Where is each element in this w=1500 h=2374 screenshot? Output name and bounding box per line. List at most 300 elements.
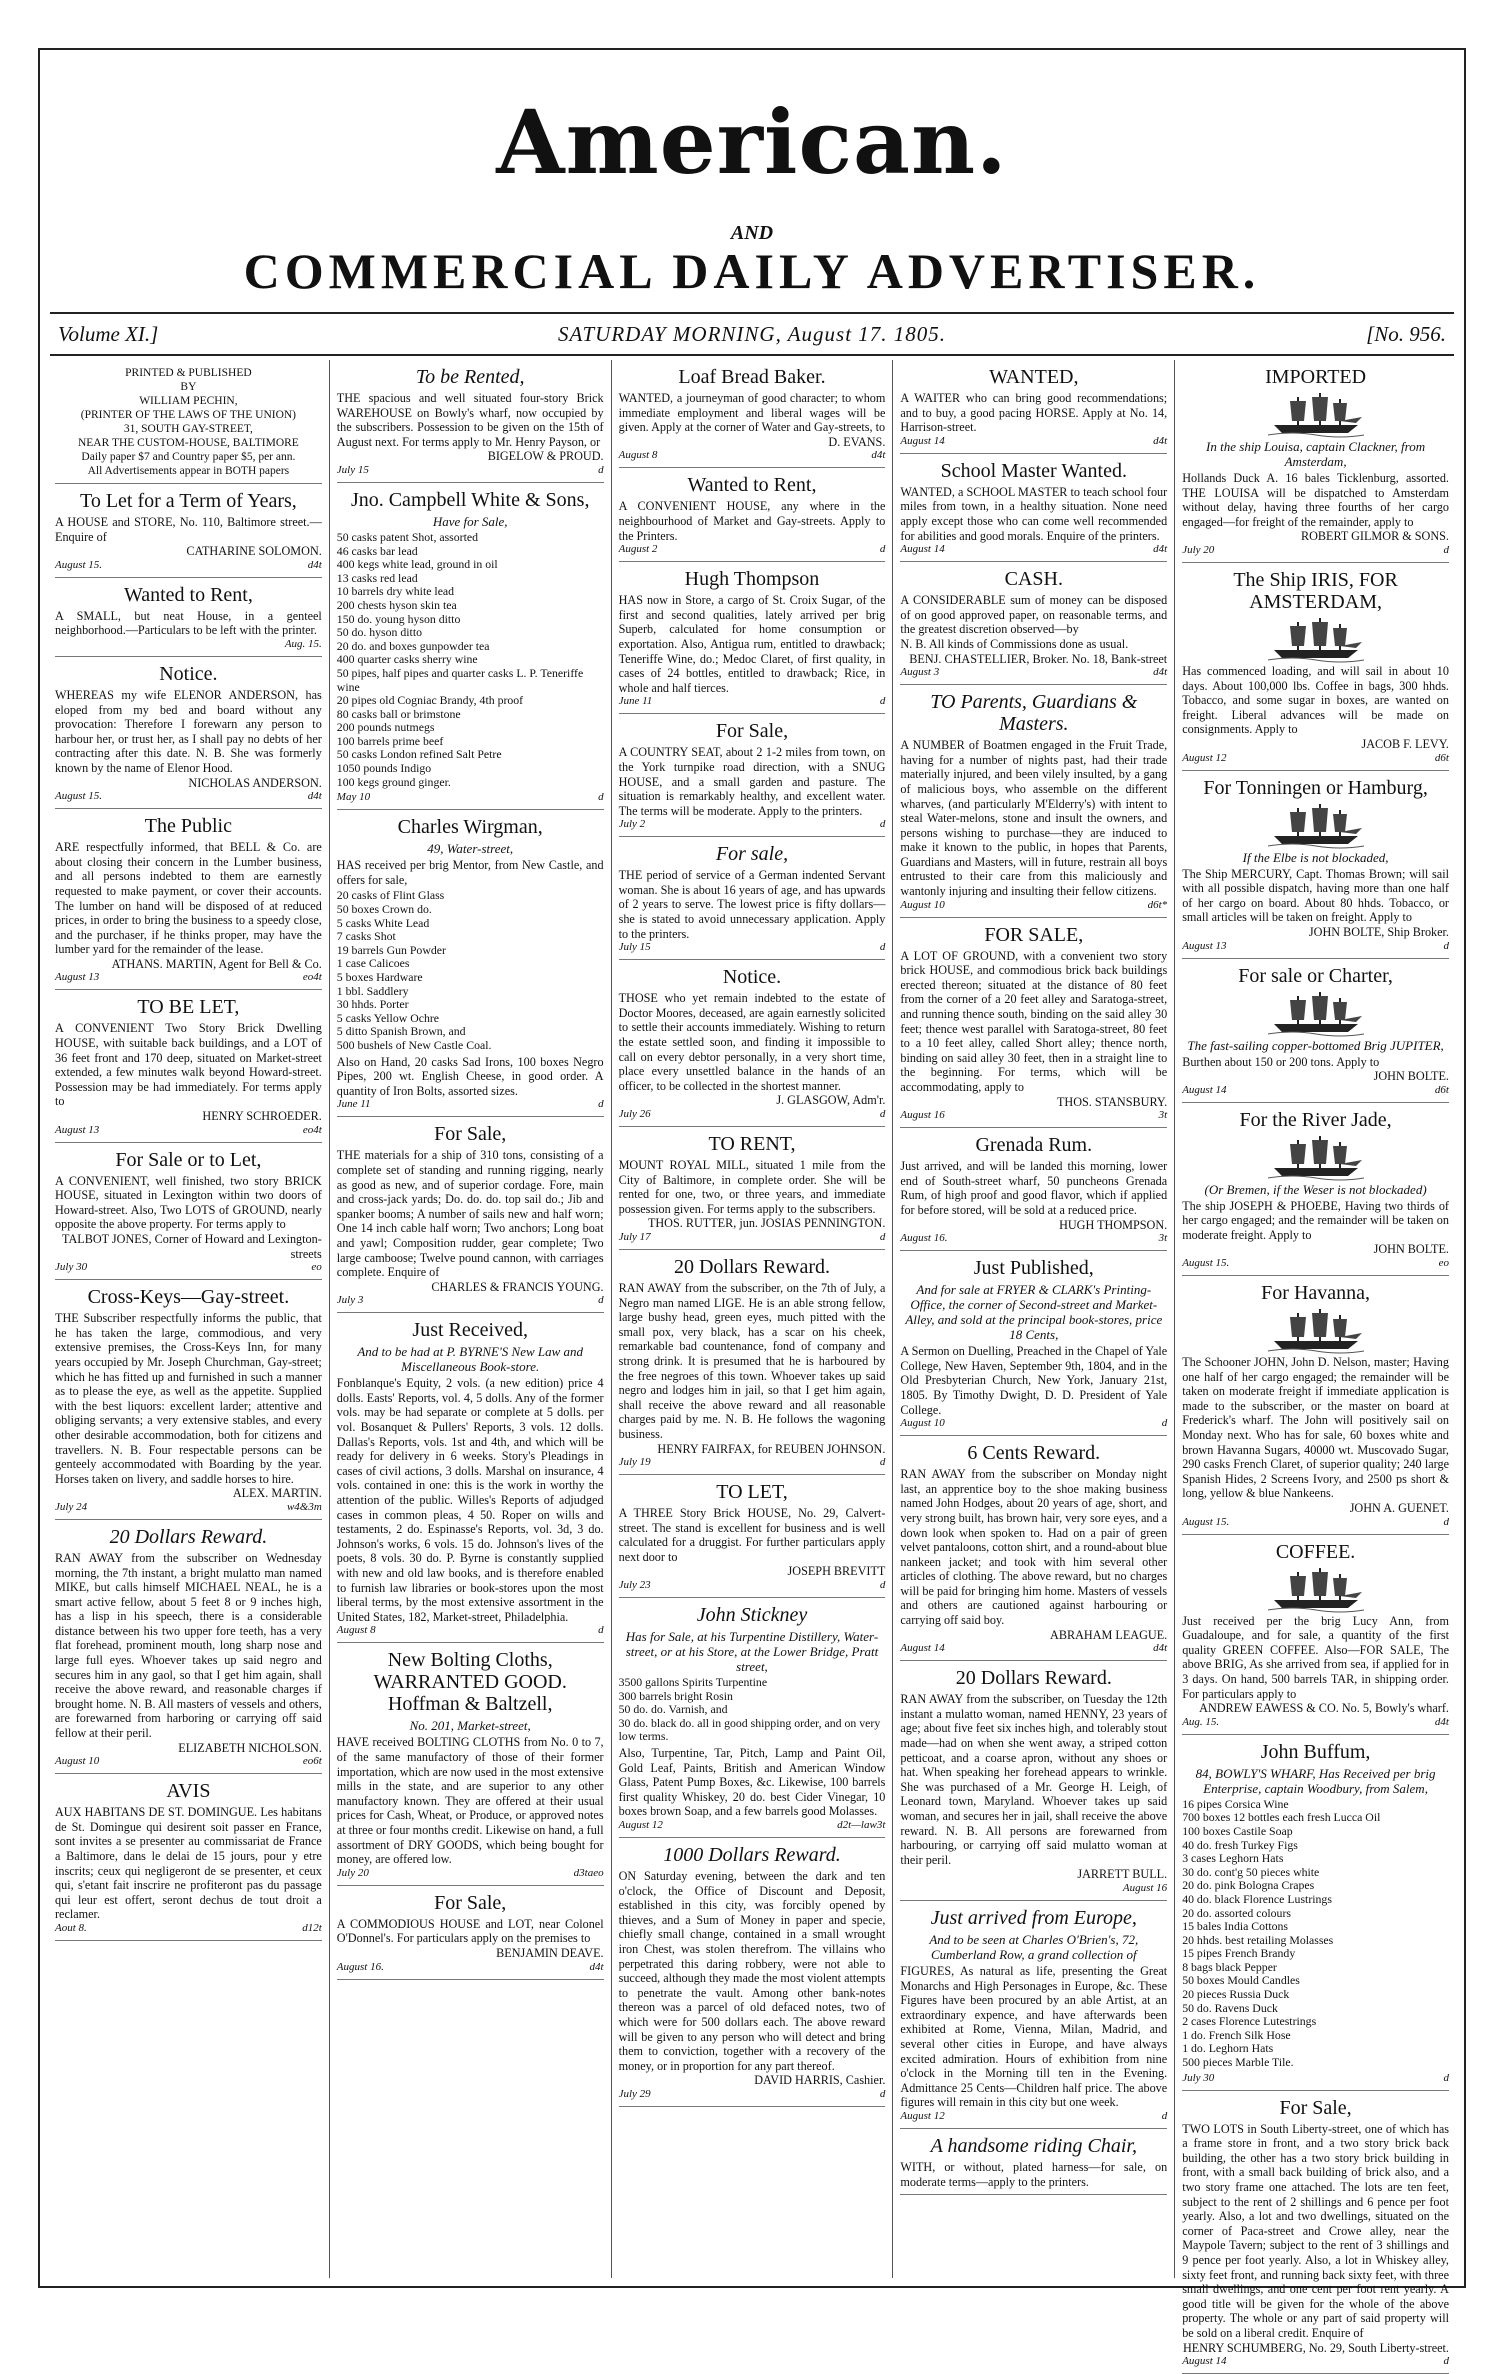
ad-body: Hollands Duck A. 16 bales Ticklenburg, assorted. THE LOUISA will be dispatched to Amsterdam without delay, having three fourths of her cargo engaged—for freight of the remainder, apply to <box>1182 471 1449 529</box>
advertisement <box>1182 959 1449 1103</box>
ad-date: August 14 <box>900 1642 945 1655</box>
ad-list-item: 100 boxes Castile Soap <box>1182 1823 1293 1838</box>
ad-signature: THOS. STANSBURY. <box>1056 1094 1168 1109</box>
ad-date: June 11 <box>618 695 653 708</box>
ad-list-item: 150 do. young hyson ditto <box>336 611 461 626</box>
ad-body: A COMMODIOUS HOUSE and LOT, near Colonel O'Donnel's. For particulars apply on the premises to <box>336 1916 604 1946</box>
ad-code: d <box>598 463 604 476</box>
column-1 <box>48 360 330 2278</box>
ad-list-item: 30 do. black do. all in good shipping order, and on very low terms. <box>618 1715 881 1744</box>
ad-heading: WANTED, <box>989 366 1079 388</box>
column-4 <box>893 360 1175 2278</box>
ad-body: THE materials for a ship of 310 tons, consisting of a complete set of standing and running rigging, nearly as good as new, and of superior cordage. Fore, main and cross-jack yards; Do. do. do. top sail do.; Jib and spanker booms; A number of sails new and half worn; One 14 inch cable half worn; Two anchors; Long boat and yawl; Composition rudder, gear complete; Two large camboose; Twelve pound cannon, with carriages complete. Enquire of <box>336 1148 604 1280</box>
ad-code: d <box>1161 2109 1168 2122</box>
ad-code: d4t <box>1153 543 1168 556</box>
ad-signature: J. GLASGOW, Adm'r. <box>776 1093 886 1108</box>
ad-code: d <box>1443 939 1449 952</box>
ad-list-item: 50 casks patent Shot, assorted <box>336 529 479 544</box>
ad-code: Aug. 15. <box>284 637 322 650</box>
ad-footer <box>55 1501 322 1514</box>
ad-date: July 20 <box>336 1866 369 1879</box>
ad-code: d4t <box>871 449 886 462</box>
ad-code: d <box>879 1579 886 1592</box>
ad-code: d <box>1443 1515 1449 1528</box>
ad-code: August 16 <box>1122 1881 1168 1894</box>
ad-list-item: 20 hhds. best retailing Molasses <box>1182 1932 1334 1947</box>
ad-footer <box>619 449 886 462</box>
ship-icon <box>1268 990 1364 1036</box>
ad-list-item: 80 casks ball or brimstone <box>336 706 461 721</box>
advertisement <box>1182 771 1449 959</box>
imprint-line: NEAR THE CUSTOM-HOUSE, BALTIMORE <box>77 437 299 449</box>
ad-footer <box>337 464 604 477</box>
ad-body: Just arrived, and will be landed this morning, lower end of South-street wharf, 50 puncheons Grenada Rum, of high proof and good flavor, which if applied for before stored, will be sold at a reduced price. <box>900 1159 1168 1217</box>
ad-list-item: 20 do. assorted colours <box>1182 1905 1291 1920</box>
advertisement <box>337 1117 604 1313</box>
ad-code: d <box>1161 1417 1168 1430</box>
ad-footer <box>619 543 886 556</box>
ad-signature: DAVID HARRIS, Cashier. <box>754 2073 886 2088</box>
ad-heading: Just Received, <box>412 1319 528 1342</box>
ad-signature: D. EVANS. <box>828 434 886 449</box>
ad-date: July 23 <box>618 1579 651 1592</box>
ad-signature: ALEX. MARTIN. <box>232 1486 322 1501</box>
advertisement <box>55 657 322 809</box>
ad-footer <box>337 1294 604 1307</box>
ad-date: July 24 <box>55 1500 88 1513</box>
ad-list-item: 20 casks of Flint Glass <box>336 888 445 903</box>
ad-footer <box>337 1624 604 1637</box>
ad-date: August 15. <box>1182 1257 1230 1270</box>
ad-footer <box>1182 1084 1449 1097</box>
ad-list-item: 10 barrels dry white lead <box>336 584 455 599</box>
ad-code: 3t <box>1158 1109 1168 1122</box>
advertisement <box>55 1280 322 1520</box>
ship-icon <box>1268 1307 1364 1353</box>
ad-footer <box>619 695 886 708</box>
ad-body: THE spacious and well situated four-story Brick WAREHOUSE on Bowly's wharf, now occupied by the subscribers. Possession to be given on the 15th of August next. For terms apply to Mr. Henry Payson, or <box>336 391 604 449</box>
ad-signature: JARRETT BULL. <box>1077 1867 1168 1882</box>
ad-footer <box>1182 752 1449 765</box>
ad-code: d2t—law3t <box>837 1819 886 1831</box>
ad-date: August 15. <box>1182 1515 1230 1528</box>
advertisement <box>900 454 1167 562</box>
ad-code: d <box>598 1294 604 1307</box>
ad-footer <box>900 1109 1167 1122</box>
ad-heading: Just Published, <box>973 1257 1094 1280</box>
issue-number: [No. 956. <box>1366 322 1446 346</box>
ad-list-item: 3500 gallons Spirits Turpentine <box>618 1675 768 1690</box>
ad-footer <box>619 1231 886 1244</box>
advertisement <box>900 1436 1167 1661</box>
ad-heading: John Stickney <box>696 1604 808 1627</box>
ad-list-item: 13 casks red lead <box>336 570 418 585</box>
advertisement <box>55 1143 322 1281</box>
ad-body: HAS received per brig Mentor, from New Castle, and offers for sale, <box>336 858 604 887</box>
ad-date: July 3 <box>336 1294 364 1307</box>
advertisement <box>619 468 886 562</box>
ad-list-item: 15 pipes French Brandy <box>1182 1946 1296 1961</box>
ad-heading: IMPORTED <box>1265 366 1367 388</box>
ad-heading: Grenada Rum. <box>975 1134 1093 1157</box>
ad-date: July 30 <box>1182 2071 1215 2084</box>
advertisement <box>337 1643 604 1885</box>
ad-signature: ATHANS. MARTIN, Agent for Bell & Co. <box>111 956 322 971</box>
advertisement <box>1182 1735 1449 2091</box>
ad-footer <box>619 1819 886 1832</box>
ad-date: August 16. <box>900 1232 948 1245</box>
ad-heading: A handsome riding Chair, <box>930 2134 1137 2157</box>
ad-heading: For Sale, <box>434 1891 507 1914</box>
ad-list-item: 40 do. black Florence Lustrings <box>1182 1891 1332 1906</box>
ad-subheading: No. 201, Market-street, <box>409 1718 531 1734</box>
ad-date: August 12 <box>900 2109 945 2122</box>
ad-heading: For Havanna, <box>1261 1282 1371 1305</box>
advertisement <box>1182 1535 1449 1735</box>
ad-subheading: 84, BOWLY'S WHARF, Has Received per brig Enterprise, captain Woodbury, from Salem, <box>1195 1765 1436 1796</box>
ad-list-item: 5 ditto Spanish Brown, and <box>336 1024 466 1039</box>
ad-signature: ANDREW EAWESS & CO. No. 5, Bowly's wharf. <box>1199 1701 1449 1716</box>
ad-signature: JOHN BOLTE. <box>1373 1069 1449 1084</box>
ad-footer <box>1182 1516 1449 1529</box>
ad-list-item: 30 hhds. Porter <box>336 997 409 1012</box>
ad-heading: Loaf Bread Baker. <box>678 366 826 388</box>
ad-signature: NICHOLAS ANDERSON. <box>188 775 322 790</box>
volume-number: Volume XI.] <box>58 322 159 346</box>
ad-footer <box>1182 1716 1449 1729</box>
ad-code: d <box>1443 2071 1449 2084</box>
ad-footer <box>55 1124 322 1137</box>
ship-icon <box>1268 802 1364 848</box>
ad-body-extra: N. B. All kinds of Commissions done as usual. <box>900 636 1129 651</box>
ad-code: d4t <box>1153 1642 1168 1655</box>
ad-body: A COUNTRY SEAT, about 2 1-2 miles from town, on the York turnpike road direction, with a SNUG HOUSE, and a small garden and pasture. The situation is remarkably healthy, and excellent water. The terms will be moderate. Apply to the printers. <box>618 745 886 818</box>
ad-heading: New Bolting Cloths, WARRANTED GOOD. Hoffman & Baltzell, <box>373 1649 567 1716</box>
ad-signature: HENRY SCHUMBERG, No. 29, South Liberty-street. <box>1183 2340 1449 2355</box>
ad-body: WITH, or without, plated harness—for sale, on moderate terms—apply to the printers. <box>900 2159 1168 2189</box>
ad-heading: John Buffum, <box>1260 1740 1371 1763</box>
advertisement <box>619 1475 886 1598</box>
ad-heading: For sale or Charter, <box>1238 964 1393 987</box>
ad-list-item: 2 cases Florence Lutestrings <box>1182 2014 1317 2029</box>
ad-list-item: 20 pieces Russia Duck <box>1182 1987 1290 2002</box>
ad-code: d4t <box>307 558 322 571</box>
imprint-line: Daily paper $7 and Country paper $5, per ann. <box>81 451 296 463</box>
ad-heading: 20 Dollars Reward. <box>109 1525 268 1548</box>
ad-date: August 13 <box>55 1123 100 1136</box>
ad-body: A CONSIDERABLE sum of money can be disposed of on good approved paper, on reasonable terms, and the greatest discretion observed—by <box>900 593 1168 637</box>
ad-code: d <box>598 791 604 804</box>
ad-date: August 3 <box>900 666 940 679</box>
ad-footer <box>900 666 1167 679</box>
ad-code: d <box>879 818 886 831</box>
ad-date: August 14 <box>900 543 945 556</box>
ad-date: August 14 <box>1182 1083 1227 1096</box>
ad-date: August 15. <box>55 790 103 803</box>
ad-body: A WAITER who can bring good recommendations; and to buy, a good pacing HORSE. Apply at No. 14, Harrison-street. <box>900 391 1168 435</box>
ad-list-item: 300 barrels bright Rosin <box>618 1688 733 1703</box>
ad-date: August 10 <box>900 898 945 911</box>
ad-footer <box>900 899 1167 912</box>
ad-date: July 20 <box>1182 543 1215 556</box>
advertisement <box>900 562 1167 685</box>
ad-item-list <box>1182 1798 1449 2070</box>
ad-subheading: And to be seen at Charles O'Brien's, 72, Cumberland Row, a grand collection of <box>929 1931 1139 1962</box>
ad-heading: Wanted to Rent, <box>123 583 253 606</box>
ship-illustration <box>1182 391 1449 437</box>
ad-code: d <box>879 1456 886 1469</box>
ad-list-item: 5 boxes Hardware <box>336 970 423 984</box>
ad-date: August 15. <box>55 558 103 571</box>
ad-list-item: 50 do. Ravens Duck <box>1182 2000 1278 2015</box>
ad-body: A CONVENIENT, well finished, two story BRICK HOUSE, situated in Lexington within two doors of Howard-street. Also, Two LOTS of GROUND, nearly opposite the above property. For terms apply to <box>55 1173 322 1232</box>
ad-list-item: 5 casks Yellow Ochre <box>336 1010 440 1025</box>
ad-body: Just received per the brig Lucy Ann, from Guadaloupe, and for sale, a quantity of the first quality GREEN COFFEE. Also—FOR SALE, The above BRIG, As she arrived from sea, if applied for in 3 days. On hand, 500 barrels TAR, in shipping order. For particulars apply to <box>1182 1613 1449 1701</box>
ad-list-item: 50 do. do. Varnish, and <box>618 1702 728 1717</box>
advertisement <box>900 1901 1167 2129</box>
advertisement <box>55 1520 322 1774</box>
ad-body: ON Saturday evening, between the dark and ten o'clock, the Office of Discount and Deposit, established in this city, was forcibly opened by thieves, and a Sum of Money in paper and specie, chiefly small change, contained in a small wrought iron Chest, was stolen therefrom. The villains who perpetrated this daring robbery, were not able to succeed, although they made the most violent attempts to penetrate the vault. Among other bank-notes thereon was a parcel of old defaced notes, two of which were for 500 dollars each. The above reward will be given to any person who will detect and bring them to conviction, together with a recovery of the money, or in proportion for any part thereof. <box>618 1869 886 2073</box>
ad-code: d6t <box>1434 1083 1449 1096</box>
ad-code: d6t <box>1434 751 1449 764</box>
ad-date: July 17 <box>618 1230 651 1243</box>
ad-heading: TO BE LET, <box>137 996 240 1019</box>
ad-heading: 20 Dollars Reward. <box>673 1255 831 1278</box>
ad-signature: ELIZABETH NICHOLSON. <box>178 1740 322 1755</box>
ad-signature: BIGELOW & PROUD. <box>487 449 604 464</box>
ad-footer <box>337 1961 604 1974</box>
ad-code: eo <box>311 1261 322 1274</box>
ad-footer <box>900 1417 1167 1430</box>
advertisement <box>1182 563 1449 771</box>
ad-list-item: 100 kegs ground ginger. <box>336 774 451 789</box>
ad-date: Aout 8. <box>55 1921 87 1934</box>
ad-list-item: 16 pipes Corsica Wine <box>1182 1796 1289 1811</box>
ad-heading: FOR SALE, <box>984 923 1084 946</box>
ship-icon <box>1268 1134 1364 1180</box>
ad-date: August 8 <box>336 1624 376 1637</box>
ad-code: eo6t <box>302 1755 322 1768</box>
advertisement <box>55 484 322 578</box>
ad-body: THE Subscriber respectfully informs the public, that he has taken the large, commodious, and very extensive premises, the Cross-Keys Inn, for many years occupied by Mr. Joseph Churchman, Gay-street; which he has fitted up and furnished in such a manner as to please the eye, as well as the appetite. Supplied with the best liquors: excellent larder; attentive and obliging servants; a very extensive stables, and every other desirable accommodation, both for citizens and travellers. N. B. Four respectable persons can be genteely accommodated with Boarding by the year. Horses taken on livery, and saddle horses to hire. <box>55 1311 322 1486</box>
ad-list-item: 500 bushels of New Castle Coal. <box>336 1037 492 1052</box>
ad-list-item: 1 do. Leghorn Hats <box>1182 2041 1274 2056</box>
advertisement <box>55 1774 322 1941</box>
ad-footer <box>55 790 322 803</box>
ad-subheading: (Or Bremen, if the Weser is not blockaded) <box>1204 1181 1427 1197</box>
column-2 <box>330 360 612 2278</box>
ad-body: HAS now in Store, a cargo of St. Croix Sugar, of the first and second qualities, lately arrived per brig Superb, calculated for home consumption or exportation. Also, Antigua rum, entitled to drawback; Teneriffe Wine, do.; Medoc Claret, of first quality, in cases of 24 bottles, entitled to drawback; Rice, in whole and half tierces. <box>618 593 886 695</box>
ad-body: ARE respectfully informed, that BELL & Co. are about closing their concern in the Lumber business, and all persons indebted to them are earnestly requested to make payment, or cover their accounts. The lumber on hand will be disposed of at reduced prices, in order to bring the business to a speedy close, and the purchaser, if he thinks proper, may have the lumber yard for the remainder of the lease. <box>55 840 322 957</box>
ad-body: The ship JOSEPH & PHOEBE, Having two thirds of her cargo engaged; and the remainder will be taken on moderate freight. Apply to <box>1182 1198 1449 1242</box>
ad-footer <box>900 1642 1167 1655</box>
ad-body: Burthen about 150 or 200 tons. Apply to <box>1182 1054 1380 1069</box>
advertisement <box>55 990 322 1142</box>
ad-footer <box>619 1456 886 1469</box>
ad-heading: Cross-Keys—Gay-street. <box>87 1286 290 1309</box>
imprint <box>55 360 322 484</box>
ad-body: WANTED, a SCHOOL MASTER to teach school four miles from town, in a healthy situation. None need apply except those who can come well recommended for abilities and good morals. Enquire of the printers. <box>900 484 1168 543</box>
ad-footer <box>1182 940 1449 953</box>
ad-subheading: In the ship Louisa, captain Clackner, from Amsterdam, <box>1206 439 1426 469</box>
advertisement <box>55 578 322 657</box>
ad-footer <box>55 1922 322 1935</box>
imprint-line: (PRINTER OF THE LAWS OF THE UNION) <box>80 409 297 421</box>
ad-date: July 26 <box>618 1108 651 1120</box>
ad-body: A HOUSE and STORE, No. 110, Baltimore street.—Enquire of <box>55 515 322 544</box>
ad-code: d4t <box>1434 1715 1449 1728</box>
ad-footer <box>619 1579 886 1592</box>
imprint-line: All Advertisements appear in BOTH papers <box>87 465 290 477</box>
advertisement <box>337 1313 604 1643</box>
ad-heading: School Master Wanted. <box>940 459 1127 482</box>
ad-list-item: 400 quarter casks sherry wine <box>336 652 478 667</box>
advertisement <box>55 809 322 990</box>
ad-footer <box>619 1108 886 1121</box>
ad-footer <box>1182 544 1449 557</box>
ad-code: d12t <box>302 1921 322 1934</box>
advertisement <box>1182 2091 1449 2374</box>
ad-subheading: Have for Sale, <box>432 513 508 529</box>
ad-heading: TO RENT, <box>708 1133 796 1155</box>
ad-heading: 20 Dollars Reward. <box>955 1667 1112 1690</box>
ad-date: July 15 <box>618 941 651 954</box>
ad-heading: Wanted to Rent, <box>687 474 817 497</box>
advertisement <box>337 360 604 483</box>
ad-date: July 30 <box>55 1261 88 1274</box>
masthead-and: AND <box>730 222 774 244</box>
ad-heading: To be Rented, <box>415 366 525 388</box>
ad-subheading: The fast-sailing copper-bottomed Brig JUPITER, <box>1187 1037 1444 1053</box>
ad-date: July 2 <box>618 818 646 831</box>
ad-signature: JOHN BOLTE, Ship Broker. <box>1308 924 1449 939</box>
ad-list-item: 30 do. cont'g 50 pieces white <box>1182 1864 1320 1879</box>
advertisement <box>900 2129 1167 2195</box>
ad-body: The Ship MERCURY, Capt. Thomas Brown; will sail with all possible dispatch, having more than one half of her cargo on board. About 80 hhds. Tobacco, or small articles will be taken on freight. Apply to <box>1182 866 1449 925</box>
ad-heading: TO LET, <box>716 1481 788 1504</box>
ad-code: eo4t <box>302 971 322 984</box>
ad-body: AUX HABITANS DE ST. DOMINGUE. Les habitans de St. Domingue qui desirent soit passer en France, sont invites a se presenter au commissariat de France a Baltimore, dans le delai de 15 jours, pour y etre inscrits; ceux qui negligeront de se presenter, et ceux qui, s'etant fait inscrire ne profiteront pas du passage qui leur est offert, seront dechus de tout droit a reclamer. <box>55 1805 322 1922</box>
advertisement <box>619 837 886 960</box>
ad-code: d <box>598 1624 604 1637</box>
advertisement <box>900 1128 1167 1251</box>
ad-signature: BENJAMIN DEAVE. <box>496 1945 604 1960</box>
ad-date: July 19 <box>618 1456 651 1469</box>
ad-date: May 10 <box>336 791 371 804</box>
imprint-line: WILLIAM PECHIN, <box>139 395 238 407</box>
ad-body: FIGURES, As natural as life, presenting the Great Monarchs and High Personages in Europe, &c. These Figures have been procured by an able Artist, at an extraordinary expence, and have afterwards been exhibited at Rome, Vienna, Milan, Madrid, and several other cities in Europe, and have always excited admiration. Hours of exhibition from nine o'clock in the Morning till ten in the Evening. Admittance 25 Cents—Children half price. The above figures will remain in this city but one week. <box>900 1963 1168 2110</box>
ad-heading: The Ship IRIS, FOR AMSTERDAM, <box>1233 568 1398 613</box>
dateline <box>58 316 1446 352</box>
column-3 <box>612 360 894 2278</box>
ad-code: d4t <box>589 1960 604 1973</box>
ad-date: August 12 <box>1182 751 1227 764</box>
ad-subheading: And for sale at FRYER & CLARK's Printing-Office, the corner of Second-street and Market-Alley, and sold at the principal book-stores, price 18 Cents, <box>905 1282 1163 1343</box>
advertisement <box>900 1251 1167 1436</box>
advertisement <box>619 1127 886 1250</box>
ad-heading: COFFEE. <box>1275 1540 1356 1563</box>
advertisement <box>337 483 604 810</box>
ad-list-item: 200 chests hyson skin tea <box>336 597 457 612</box>
advertisement <box>337 810 604 1117</box>
advertisement <box>619 1598 886 1838</box>
advertisement <box>1182 1103 1449 1276</box>
ad-footer <box>900 435 1167 448</box>
ad-heading: AVIS <box>166 1780 211 1803</box>
ad-footer <box>900 1232 1167 1245</box>
ad-body: WANTED, a journeyman of good character; to whom immediate employment and liberal wages will be given. Apply at the corner of Water and Gay-streets, to <box>618 391 886 435</box>
ad-body: A NUMBER of Boatmen engaged in the Fruit Trade, having for a number of nights past, had their trade materially injured, and been vilely insulted, by a gang of malicious boys, who assemble on the different wharves, (and particularly M'Elderry's) with intent to steal Water-melons, stone and insult the owners, and persons wishing to purchase—they are induced to make it known to the public, in hopes that Parents, Guardians and Masters, will in future, restrain all boys entrusted to their care from this maliciously and wantonly injuring and insulting their fellow citizens. <box>900 738 1168 899</box>
ad-body: RAN AWAY from the subscriber, on Tuesday the 12th instant a mulatto woman, named HENNY, 23 years of age; about five feet six inches high, and tolerably stout made—had on when she went away, a striped cotton petticoat, and a coarse apron, without any shoes or hat. When speaking her forehead appears to wrinkle. She was purchased of a Mr. George H. Leigh, of Leonard town, Maryland. Whoever takes up said woman, and secures her in jail, shall receive the above reward. N. B. All persons are forewarned from harbouring, or carrying off said mulatto woman at their peril. <box>900 1692 1168 1867</box>
advertisement <box>900 1661 1167 1901</box>
ad-signature: JACOB F. LEVY. <box>1361 736 1449 751</box>
ad-heading: Notice. <box>159 662 218 685</box>
ad-signature: BENJ. CHASTELLIER, Broker. No. 18, Bank-street <box>909 651 1168 666</box>
ship-illustration <box>1182 1134 1449 1180</box>
ad-heading: To Let for a Term of Years, <box>80 490 297 512</box>
ad-code: d <box>879 1108 886 1120</box>
ad-date: August 16 <box>900 1109 945 1122</box>
ad-footer <box>55 638 322 651</box>
ad-code: d <box>879 543 886 556</box>
ad-date: July 15 <box>336 463 369 476</box>
ad-body: The Schooner JOHN, John D. Nelson, master; Having one half of her cargo engaged; the remainder will be taken on moderate freight if immediate application is made to the subscriber, or the master on board at Frederick's wharf. The John will positively sail on Monday next. Who has for sale, 60 boxes white and brown Havanna Sugars, 40000 wt. Muscovado Sugar, 290 casks French Claret, of superior quality; 240 large Spanish Hides, 2 Screens Ivory, and 2500 ps short & long, yellow & blue Nankeens. <box>1182 1355 1449 1501</box>
ad-list-item: 20 do. and boxes gunpowder tea <box>336 638 490 653</box>
ad-date: Aug. 15. <box>1182 1715 1220 1728</box>
imprint-line: BY <box>180 381 197 393</box>
ad-list-item: 1050 pounds Indigo <box>336 761 432 776</box>
ad-footer <box>1182 2355 1449 2368</box>
ad-list-item: 46 casks bar lead <box>336 543 418 558</box>
ad-code: d6t* <box>1147 898 1168 911</box>
ad-list-item: 400 kegs white lead, ground in oil <box>336 557 498 572</box>
ad-signature: HENRY FAIRFAX, for REUBEN JOHNSON. <box>657 1441 886 1456</box>
ad-code: d4t <box>1153 666 1168 679</box>
columns <box>48 360 1456 2368</box>
advertisement <box>619 360 886 468</box>
ad-subheading: If the Elbe is not blockaded, <box>1242 849 1389 865</box>
ad-date: August 13 <box>55 971 100 984</box>
ad-heading: CASH. <box>1004 568 1063 591</box>
ad-code: d4t <box>1153 434 1168 447</box>
ad-body: HAVE received BOLTING CLOTHS from No. 0 to 7, of the same manufactory of those of their former importation, which are now used in the most extensive mills in the state, and are superior to any other manufactory known. They are offered at their usual prices for Cash, Wheat, or Produce, or approved notes at three or four months credit. Likewise on hand, a full assortment of DRY GOODS, which being bought for money, are offered low. <box>336 1735 604 1867</box>
ad-heading: For Sale, <box>715 720 789 743</box>
ad-code: d <box>1443 2355 1449 2368</box>
masthead-rule-top <box>50 312 1454 314</box>
ad-heading: The Public <box>144 815 232 838</box>
ad-code: 3t <box>1158 1232 1168 1245</box>
ad-signature: ROBERT GILMOR & SONS. <box>1300 529 1449 544</box>
ad-footer <box>337 1867 604 1880</box>
ad-signature: HENRY SCHROEDER. <box>202 1109 322 1124</box>
ad-list-item: 50 boxes Crown do. <box>336 902 432 917</box>
ad-code: d4t <box>307 790 322 803</box>
ad-heading: Jno. Campbell White & Sons, <box>350 488 590 511</box>
ad-date: August 10 <box>900 1417 945 1430</box>
ad-list-item: 20 pipes old Cogniac Brandy, 4th proof <box>336 693 524 708</box>
ad-heading: TO Parents, Guardians & Masters. <box>930 691 1138 736</box>
ad-item-list <box>337 889 604 1052</box>
advertisement <box>619 1250 886 1475</box>
ad-footer <box>619 2088 886 2101</box>
ship-icon <box>1268 616 1364 662</box>
ad-heading: Hugh Thompson <box>684 568 820 591</box>
issue-date: SATURDAY MORNING, August 17. 1805. <box>557 322 947 346</box>
ad-list-item: 40 do. fresh Turkey Figs <box>1182 1837 1298 1852</box>
ad-footer <box>1182 1257 1449 1270</box>
ad-footer <box>55 1261 322 1274</box>
ad-signature: JOSEPH BREVITT <box>787 1564 886 1579</box>
